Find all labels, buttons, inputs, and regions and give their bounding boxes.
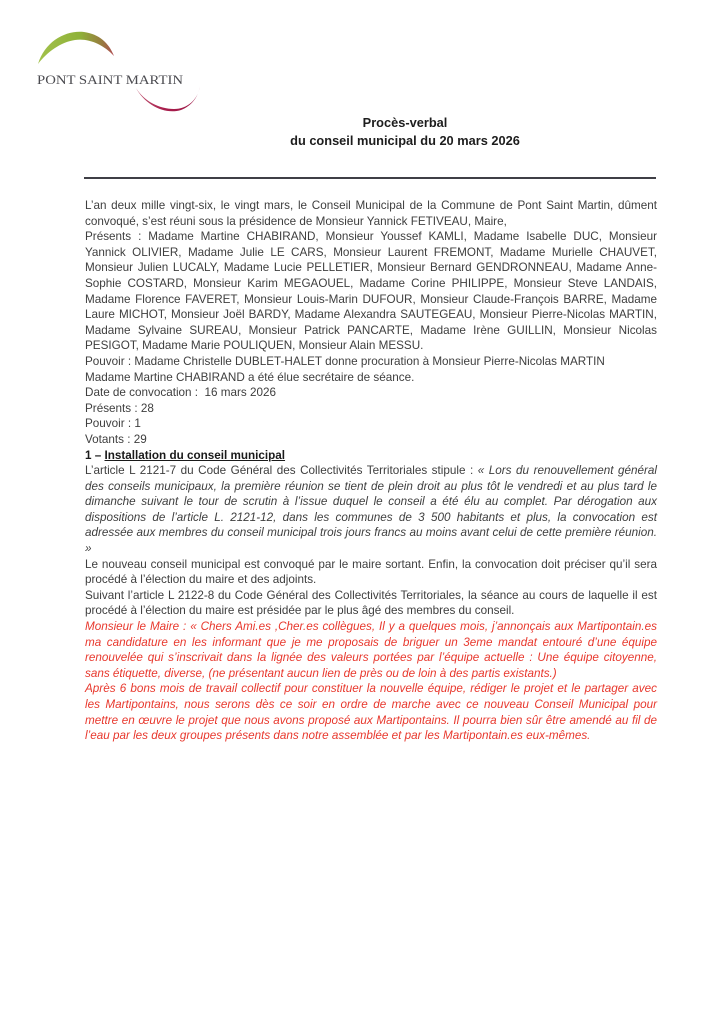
paragraph-article-2121-7 bbox=[85, 463, 657, 557]
paragraph-convocation-maire-sortant: Le nouveau conseil municipal est convoqué par le maire sortant. Enfin, la convocation doit préciser qu’il sera procédé à l’élection du maire et des adjoints. bbox=[85, 557, 657, 587]
title-line-1: Procès-verbal bbox=[362, 115, 448, 130]
document-title bbox=[155, 114, 655, 149]
paragraph-pouvoir: Pouvoir : Madame Christelle DUBLET-HALET donne procuration à Monsieur Pierre-Nicolas MARTIN bbox=[85, 354, 605, 368]
logo-red-arc-icon bbox=[136, 86, 200, 111]
section-1-title: Installation du conseil municipal bbox=[104, 448, 286, 462]
count-votants: Votants : 29 bbox=[85, 432, 147, 446]
commune-logo bbox=[32, 28, 210, 120]
document-body bbox=[85, 198, 657, 744]
paragraph-secretaire: Madame Martine CHABIRAND a été élue secrétaire de séance. bbox=[85, 370, 415, 384]
divider bbox=[84, 177, 656, 179]
section-1-heading bbox=[85, 448, 657, 464]
paragraph-date-convocation: Date de convocation : 16 mars 2026 bbox=[85, 386, 277, 400]
count-presents: Présents : 28 bbox=[85, 401, 154, 415]
count-pouvoir: Pouvoir : 1 bbox=[85, 417, 141, 431]
section-1-number: 1 – bbox=[85, 448, 105, 462]
maire-speech-paragraph-1: Monsieur le Maire : « Chers Ami.es ,Cher.es collègues, Il y a quelques mois, j’annonçais aux Martipontain.es ma candidature en les informant que je me proposais de briguer un 3eme mandat entouré d’une équipe renouvelée qui s’inscrivait dans la lignée des valeurs portées par l’équipe actuelle : Une équipe citoyenne, sans étiquette, diverse, (ne présentant aucun lien de près ou de loin à des partis existants.) bbox=[85, 620, 657, 680]
article-quote: « Lors du renouvellement général des conseils municipaux, la première réunion se tient de plein droit au plus tôt le vendredi et au plus tard le dimanche suivant le tour de scrutin à l’issue duquel le conseil a été élu au complet. Par dérogation aux dispositions de l’article L. 2121-12, dans les communes de 3 500 habitants et plus, la convocation est adressée aux membres du conseil municipal trois jours francs au moins avant celui de cette première réunion. » bbox=[85, 464, 657, 556]
paragraph-opening: L’an deux mille vingt-six, le vingt mars, le Conseil Municipal de la Commune de Pont Saint Martin, dûment convoqué, s’est réuni sous la présidence de Monsieur Yannick FETIVEAU, Maire, bbox=[85, 199, 657, 228]
maire-speech-paragraph-2: Après 6 bons mois de travail collectif pour constituer la nouvelle équipe, rédiger le projet et le partager avec les Martipontains, nous serons dès ce soir en ordre de marche avec ce nouveau Conseil Municipal pour mettre en œuvre le projet que nous avons proposé aux Martipontains. Il pourra bien sûr être amendé au fil de l’eau par les deux groupes présents dans notre assemblée et par les Martipontain.es eux-mêmes. bbox=[85, 682, 657, 743]
article-lead: L’article L 2121-7 du Code Général des Collectivités Territoriales stipule : bbox=[85, 464, 478, 478]
paragraph-presents-list: Présents : Madame Martine CHABIRAND, Monsieur Youssef KAMLI, Madame Isabelle DUC, Monsieur Yannick OLIVIER, Madame Julie LE CARS, Monsieur Laurent FREMONT, Madame Murielle CHAUVET, Monsieur Julien LUCALY, Madame Lucie PELLETIER, Monsieur Bernard GENDRONNEAU, Madame Anne-Sophie COSTARD, Monsieur Karim MEGAOUEL, Madame Corine PHILIPPE, Monsieur Steve LANDAIS, Madame Florence FAVERET, Monsieur Louis-Marin DUFOUR, Monsieur Claude-François BARRE, Madame Laure MICHOT, Monsieur Joël BARDY, Madame Alexandra SAUTEGEAU, Monsieur Pierre-Nicolas MARTIN, Madame Sylvaine SUREAU, Monsieur Patrick PANCARTE, Madame Irène GUILLIN, Monsieur Nicolas PESIGOT, Madame Marie POULIQUEN, Monsieur Alain MESSU. bbox=[85, 230, 657, 353]
logo-green-arc-icon bbox=[38, 32, 114, 64]
paragraph-article-2122-8: Suivant l’article L 2122-8 du Code Général des Collectivités Territoriales, la séance au cours de laquelle il est procédé à l’élection du maire est présidée par le plus âgé des membres du conseil. bbox=[85, 588, 657, 618]
title-line-2: du conseil municipal du 20 mars 2026 bbox=[290, 132, 520, 148]
attendance-counts bbox=[85, 401, 657, 448]
logo-text: PONT SAINT MARTIN bbox=[37, 72, 184, 87]
